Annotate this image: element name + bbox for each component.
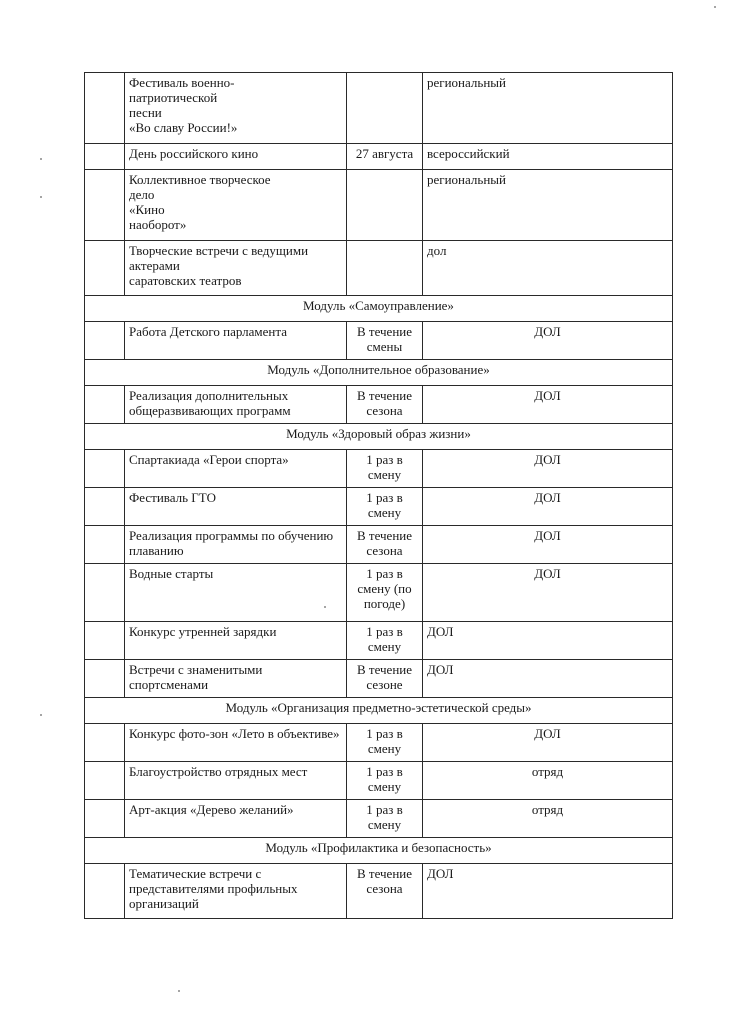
event-name-cell: День российского кино bbox=[125, 144, 347, 170]
event-date-cell: В течение сезоне bbox=[347, 660, 423, 698]
event-level-cell: всероссийский bbox=[423, 144, 673, 170]
row-number-cell bbox=[85, 864, 125, 919]
event-level-cell: ДОЛ bbox=[423, 724, 673, 762]
module-title: Модуль «Самоуправление» bbox=[85, 296, 673, 322]
row-number-cell bbox=[85, 144, 125, 170]
event-name-cell: Реализация программы по обучению плаванию bbox=[125, 526, 347, 564]
event-date-cell: 1 раз в смену bbox=[347, 488, 423, 526]
row-number-cell bbox=[85, 241, 125, 296]
module-title: Модуль «Профилактика и безопасность» bbox=[85, 838, 673, 864]
event-date-cell: 1 раз в смену bbox=[347, 622, 423, 660]
event-date-cell: В течение сезона bbox=[347, 386, 423, 424]
table-row bbox=[85, 241, 673, 296]
row-number-cell bbox=[85, 660, 125, 698]
table-row bbox=[85, 144, 673, 170]
event-name-cell: Тематические встречи с представителями профильных организаций bbox=[125, 864, 347, 919]
table-row bbox=[85, 450, 673, 488]
event-name-cell: Конкурс утренней зарядки bbox=[125, 622, 347, 660]
table-row bbox=[85, 386, 673, 424]
event-level-cell: региональный bbox=[423, 170, 673, 241]
row-number-cell bbox=[85, 526, 125, 564]
table-row bbox=[85, 322, 673, 360]
events-table-body bbox=[85, 73, 673, 919]
event-name-cell: Работа Детского парламента bbox=[125, 322, 347, 360]
event-level-cell: отряд bbox=[423, 762, 673, 800]
table-row bbox=[85, 73, 673, 144]
event-date-cell: В течение смены bbox=[347, 322, 423, 360]
module-header-row bbox=[85, 838, 673, 864]
event-name-cell: Спартакиада «Герои спорта» bbox=[125, 450, 347, 488]
event-date-cell: 1 раз в смену (по погоде) bbox=[347, 564, 423, 622]
module-header-row bbox=[85, 360, 673, 386]
event-level-cell: отряд bbox=[423, 800, 673, 838]
table-row bbox=[85, 488, 673, 526]
event-name-cell: Творческие встречи с ведущими актерами саратовских театров bbox=[125, 241, 347, 296]
event-level-cell: ДОЛ bbox=[423, 450, 673, 488]
module-title: Модуль «Здоровый образ жизни» bbox=[85, 424, 673, 450]
row-number-cell bbox=[85, 800, 125, 838]
row-number-cell bbox=[85, 762, 125, 800]
module-title: Модуль «Дополнительное образование» bbox=[85, 360, 673, 386]
event-date-cell bbox=[347, 170, 423, 241]
event-date-cell: В течение сезона bbox=[347, 864, 423, 919]
event-name-cell: Благоустройство отрядных мест bbox=[125, 762, 347, 800]
table-row bbox=[85, 170, 673, 241]
event-name-cell: Встречи с знаменитыми спортсменами bbox=[125, 660, 347, 698]
table-row bbox=[85, 762, 673, 800]
row-number-cell bbox=[85, 450, 125, 488]
event-name-cell: Арт-акция «Дерево желаний» bbox=[125, 800, 347, 838]
table-row bbox=[85, 526, 673, 564]
event-level-cell: ДОЛ bbox=[423, 564, 673, 622]
module-header-row bbox=[85, 296, 673, 322]
table-row bbox=[85, 622, 673, 660]
row-number-cell bbox=[85, 724, 125, 762]
event-level-cell: ДОЛ bbox=[423, 622, 673, 660]
event-level-cell: дол bbox=[423, 241, 673, 296]
event-name-cell: Фестиваль ГТО bbox=[125, 488, 347, 526]
event-level-cell: региональный bbox=[423, 73, 673, 144]
module-title: Модуль «Организация предметно-эстетической среды» bbox=[85, 698, 673, 724]
row-number-cell bbox=[85, 488, 125, 526]
row-number-cell bbox=[85, 564, 125, 622]
event-name-cell: Фестиваль военно- патриотической песни «Во славу России!» bbox=[125, 73, 347, 144]
event-name-cell: Водные старты bbox=[125, 564, 347, 622]
event-level-cell: ДОЛ bbox=[423, 660, 673, 698]
event-level-cell: ДОЛ bbox=[423, 488, 673, 526]
row-number-cell bbox=[85, 322, 125, 360]
event-level-cell: ДОЛ bbox=[423, 322, 673, 360]
event-level-cell: ДОЛ bbox=[423, 526, 673, 564]
event-level-cell: ДОЛ bbox=[423, 864, 673, 919]
event-date-cell: 1 раз в смену bbox=[347, 800, 423, 838]
event-date-cell: 1 раз в смену bbox=[347, 450, 423, 488]
event-name-cell: Коллективное творческое дело «Кино наоборот» bbox=[125, 170, 347, 241]
table-row bbox=[85, 564, 673, 622]
event-name-cell: Реализация дополнительных общеразвивающих программ bbox=[125, 386, 347, 424]
row-number-cell bbox=[85, 170, 125, 241]
table-row bbox=[85, 660, 673, 698]
event-date-cell: 27 августа bbox=[347, 144, 423, 170]
event-name-cell: Конкурс фото-зон «Лето в объективе» bbox=[125, 724, 347, 762]
event-date-cell: 1 раз в смену bbox=[347, 724, 423, 762]
event-level-cell: ДОЛ bbox=[423, 386, 673, 424]
table-row bbox=[85, 800, 673, 838]
row-number-cell bbox=[85, 73, 125, 144]
table-row bbox=[85, 724, 673, 762]
event-date-cell bbox=[347, 73, 423, 144]
event-date-cell bbox=[347, 241, 423, 296]
table-row bbox=[85, 864, 673, 919]
event-date-cell: В течение сезона bbox=[347, 526, 423, 564]
row-number-cell bbox=[85, 622, 125, 660]
module-header-row bbox=[85, 424, 673, 450]
events-table bbox=[84, 72, 673, 919]
row-number-cell bbox=[85, 386, 125, 424]
module-header-row bbox=[85, 698, 673, 724]
event-date-cell: 1 раз в смену bbox=[347, 762, 423, 800]
